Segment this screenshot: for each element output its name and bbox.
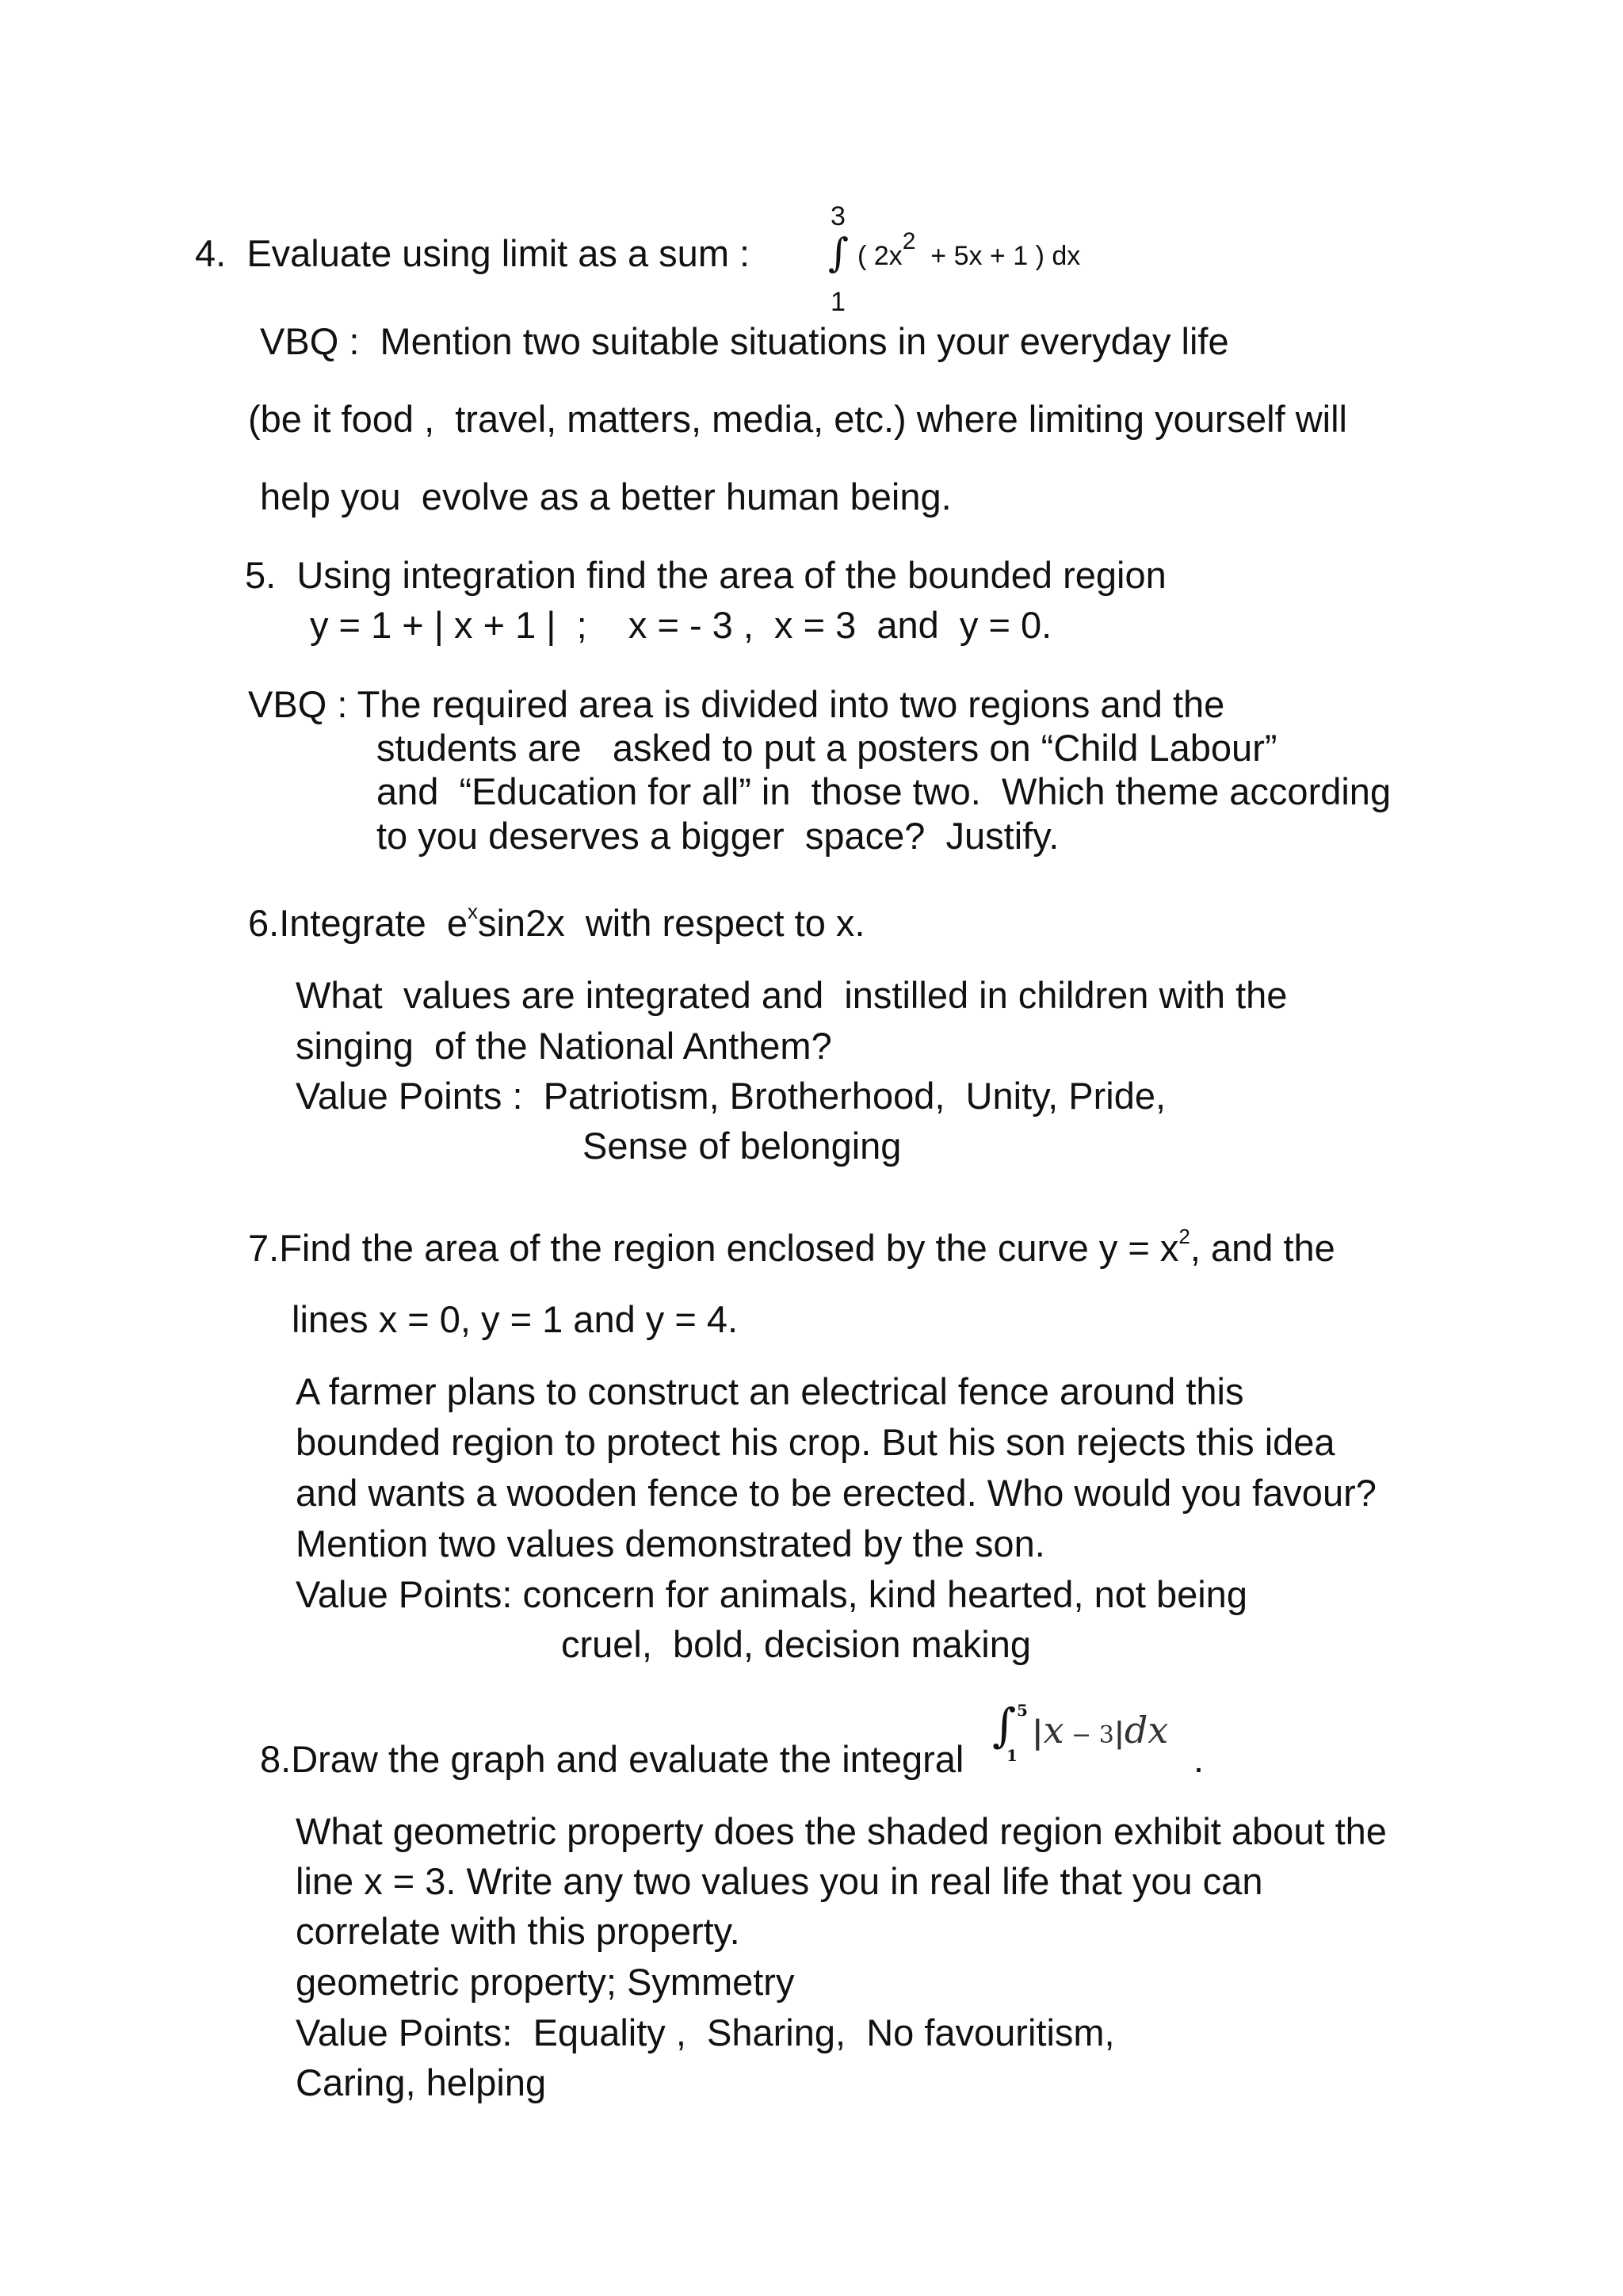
q5-line-2: y = 1 + | x + 1 | ; x = - 3 , x = 3 and y = 0. [310,604,1052,646]
q7-vbq-line-2: bounded region to protect his crop. But his son rejects this idea [296,1421,1335,1463]
q4-integrand-exp: 2 [902,228,916,254]
q7-line-1b: , and the [1190,1227,1335,1269]
q8-vbq-line-6: Caring, helping [296,2061,547,2103]
q8-vbq-line-2: line x = 3. Write any two values you in real life that you can [296,1860,1263,1902]
q8-upper-limit: 5 [1017,1701,1028,1720]
q7-line-1 [248,1224,1335,1269]
q4-label: 4. Evaluate using limit as a sum : [195,232,750,274]
q5-vbq-line-1: VBQ : The required area is divided into two regions and the [248,683,1225,725]
q5-vbq-line-2: students are asked to put a posters on “Child Labour” [376,727,1277,769]
q7-line-2: lines x = 0, y = 1 and y = 4. [292,1298,739,1340]
q8-integral-sign: ∫ [992,1698,1017,1752]
q8-vbq-line-3: correlate with this property. [296,1910,740,1952]
q8-integrand-bar-right: | [1113,1717,1125,1750]
q6-line-b: sin2x with respect to x. [477,902,865,944]
q6-line [248,900,865,944]
q8-integrand-dx: dx [1124,1709,1169,1752]
q7-vbq-line-5: Value Points: concern for animals, kind hearted, not being [296,1573,1247,1615]
q5-vbq-line-3: and “Education for all” in those two. Which theme according [376,770,1392,812]
q4-vbq-line-1: VBQ : Mention two suitable situations in your everyday life [260,320,1229,362]
q6-line-exp: x [467,900,478,923]
q7-line-1exp: 2 [1178,1224,1190,1248]
q8-vbq-line-4: geometric property; Symmetry [296,1961,795,2003]
q6-vbq-line-3: Value Points : Patriotism, Brotherhood, Unity, Pride, [296,1075,1167,1117]
q8-vbq-line-5: Value Points: Equality , Sharing, No favouritism, [296,2011,1115,2053]
q4-vbq-line-3: help you evolve as a better human being. [260,476,952,518]
q8-integrand-x: x [1043,1709,1064,1752]
q6-line-a: 6.Integrate e [248,902,468,944]
q6-vbq-line-4: Sense of belonging [582,1125,902,1167]
q4-integrand-b: + 5x + 1 ) dx [915,241,1081,271]
q8-line: 8.Draw the graph and evaluate the integral [260,1738,964,1780]
q6-vbq-line-1: What values are integrated and instilled in children with the [296,974,1288,1016]
q8-vbq-line-1: What geometric property does the shaded region exhibit about the [296,1810,1387,1852]
q7-vbq-line-1: A farmer plans to construct an electrical fence around this [296,1370,1244,1412]
q4-integrand-a: ( 2x [857,241,903,271]
q4-integrand [857,228,1081,271]
q8-lower-limit: 1 [1006,1746,1018,1765]
q8-integrand [1032,1709,1169,1752]
q8-integrand-mid: − 3 [1064,1721,1114,1749]
q4-lower-limit: 1 [831,287,846,317]
q7-vbq-line-6: cruel, bold, decision making [561,1623,1032,1665]
q8-integrand-bar-left: | [1032,1713,1044,1751]
q7-line-1a: 7.Find the area of the region enclosed by the curve y = x [248,1227,1179,1269]
q7-vbq-line-4: Mention two values demonstrated by the son. [296,1522,1045,1564]
q7-vbq-line-3: and wants a wooden fence to be erected. Who would you favour? [296,1472,1377,1514]
q5-line-1: 5. Using integration find the area of the bounded region [245,554,1167,596]
q4-vbq-line-2: (be it food , travel, matters, media, etc.) where limiting yourself will [248,398,1347,440]
q4-upper-limit: 3 [831,201,846,231]
q6-vbq-line-2: singing of the National Anthem? [296,1025,832,1067]
q8-period: . [1193,1738,1205,1780]
q5-vbq-line-4: to you deserves a bigger space? Justify. [376,815,1060,857]
q4-integral-sign: ∫ [828,230,850,276]
